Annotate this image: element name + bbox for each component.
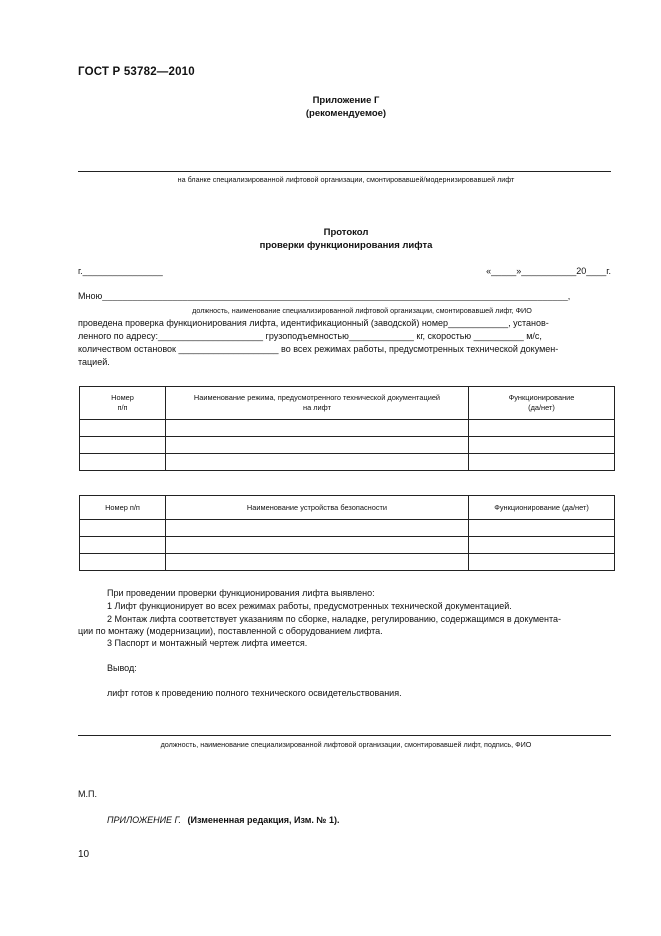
table-cell (166, 437, 469, 454)
finding-item-1: 1 Лифт функционирует во всех режимах работы, предусмотренных технической документацией. (107, 601, 512, 611)
signature-rule (78, 735, 611, 736)
table-cell (166, 520, 469, 537)
table-cell (469, 537, 615, 554)
table-row (80, 520, 615, 537)
table-cell (166, 537, 469, 554)
table-row (80, 537, 615, 554)
finding-item-2-cont: ции по монтажу (модернизации), поставленной с оборудованием лифта. (78, 626, 383, 636)
signature-caption: должность, наименование специализированной лифтовой организации, смонтировавшей лифт, подпись, ФИО (160, 740, 532, 749)
table-cell (80, 520, 166, 537)
column-header: Наименование режима, предусмотренного технической документацией на лифт (166, 387, 469, 420)
column-header: Функционирование (да/нет) (469, 387, 615, 420)
city-field: г.________________ (78, 266, 163, 276)
letterhead-caption: на бланке специализированной лифтовой организации, смонтировавшей/модернизировавшей лифт (177, 175, 515, 184)
intro-line: тацией. (78, 357, 110, 367)
intro-line: количеством остановок ____________________ во всех режимах работы, предусмотренных технической докумен- (78, 344, 559, 354)
table-cell (166, 420, 469, 437)
conclusion-label: Вывод: (107, 663, 137, 673)
protocol-subtitle: проверки функционирования лифта (259, 240, 433, 251)
finding-item-2: 2 Монтаж лифта соответствует указаниям по сборке, наладке, регулированию, содержащимся в документа- (107, 614, 562, 624)
change-note-annex: ПРИЛОЖЕНИЕ Г. (107, 815, 182, 825)
modes-table (79, 386, 615, 471)
intro-line: ленного по адресу:_____________________ грузоподъемностью_____________ кг, скоростью __________ м/с, (78, 331, 542, 341)
letterhead-rule (78, 171, 611, 172)
column-header: Номер п/п (80, 387, 166, 420)
change-note-revision: (Измененная редакция, Изм. № 1). (187, 815, 340, 825)
table-row (80, 437, 615, 454)
page-number: 10 (78, 849, 90, 860)
table-row (80, 554, 615, 571)
table-cell (80, 554, 166, 571)
date-field: «_____»___________20____г. (486, 266, 611, 276)
protocol-title: Протокол (323, 227, 369, 238)
document-code: ГОСТ Р 53782—2010 (78, 66, 195, 78)
intro-paragraph (78, 317, 618, 369)
safety-devices-table (79, 495, 615, 571)
annex-status: (рекомендуемое) (305, 108, 387, 119)
column-header: Функционирование (да/нет) (469, 496, 615, 520)
change-note (107, 815, 339, 825)
column-header: Номер п/п (80, 496, 166, 520)
table-cell (469, 554, 615, 571)
table-cell (469, 520, 615, 537)
intro-line: проведена проверка функционирования лифта, идентификационный (заводской) номер____________, установ- (78, 318, 549, 328)
table-row (80, 454, 615, 471)
table-cell (166, 454, 469, 471)
findings-intro: При проведении проверки функционирования лифта выявлено: (107, 588, 375, 598)
table-cell (80, 420, 166, 437)
finding-item-3: 3 Паспорт и монтажный чертеж лифта имеется. (107, 638, 308, 648)
table-cell (469, 420, 615, 437)
table-cell (166, 554, 469, 571)
table-cell (80, 437, 166, 454)
table-cell (469, 454, 615, 471)
annex-title: Приложение Г (312, 95, 380, 106)
column-header: Наименование устройства безопасности (166, 496, 469, 520)
table-cell (80, 454, 166, 471)
table-header-row (80, 387, 615, 420)
conclusion-text: лифт готов к проведению полного технического освидетельствования. (107, 688, 402, 698)
performed-by-caption: должность, наименование специализированной лифтовой организации, смонтировавшей лифт, ФИО (192, 306, 532, 315)
table-header-row (80, 496, 615, 520)
table-cell (80, 537, 166, 554)
performed-by-field: Мною_____________________________________________________________________________________________, (78, 291, 571, 301)
stamp-place-label: М.П. (78, 789, 97, 799)
table-cell (469, 437, 615, 454)
table-row (80, 420, 615, 437)
